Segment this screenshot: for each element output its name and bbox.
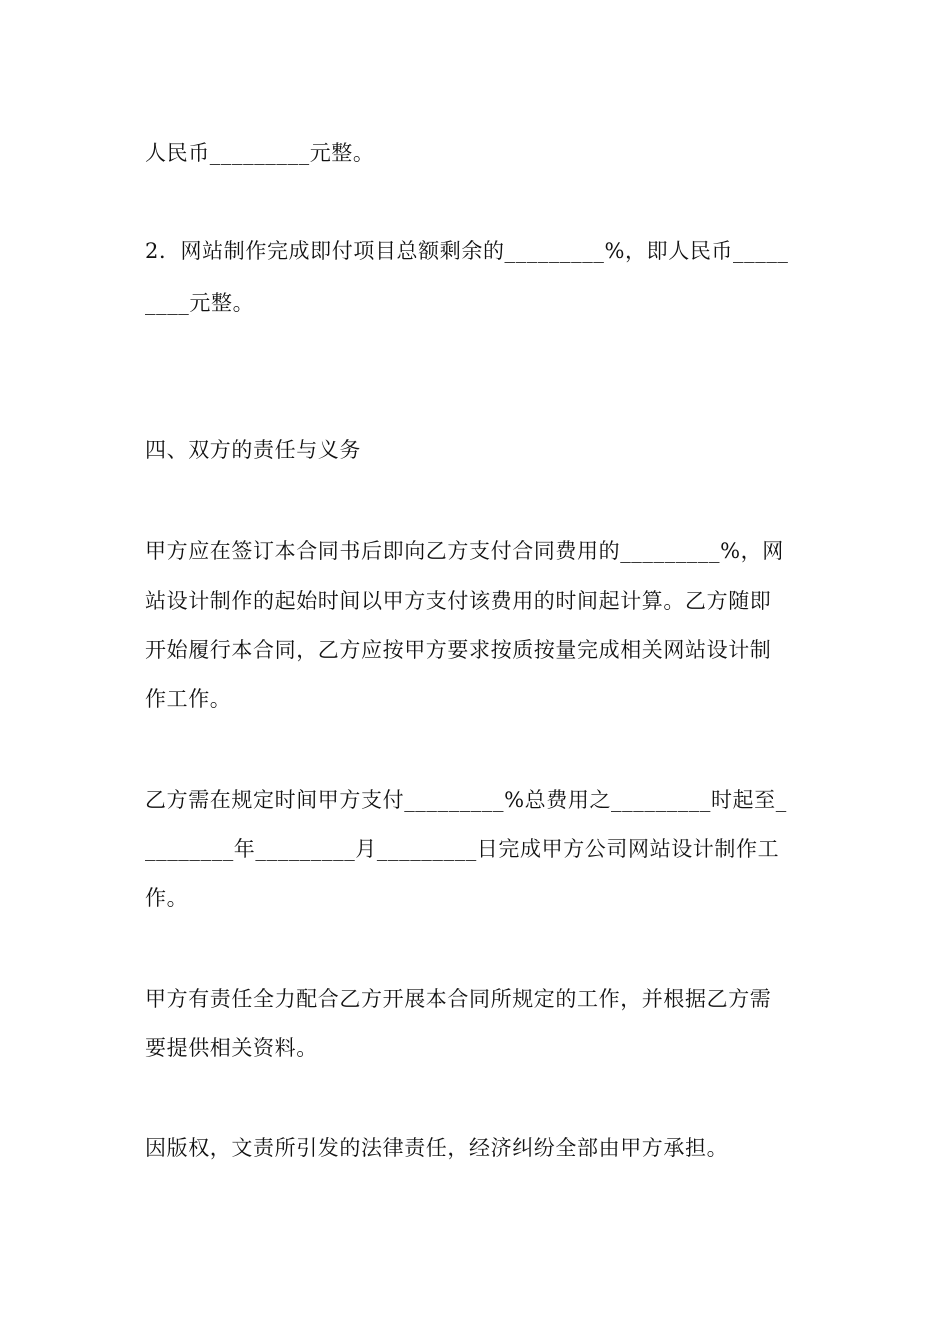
section-heading-responsibilities: 四、双方的责任与义务 bbox=[145, 438, 361, 462]
paragraph-2-line-1: 乙方需在规定时间甲方支付_________%总费用之_________时起至_ bbox=[145, 788, 787, 812]
paragraph-2-line-2: ________年_________月_________日完成甲方公司网站设计制作工 bbox=[145, 837, 780, 861]
paragraph-1-line-2: 站设计制作的起始时间以甲方支付该费用的时间起计算。乙方随即 bbox=[145, 589, 772, 613]
paragraph-1-line-3: 开始履行本合同，乙方应按甲方要求按质按量完成相关网站设计制 bbox=[145, 638, 772, 662]
paragraph-1-line-1: 甲方应在签订本合同书后即向乙方支付合同费用的_________%，网 bbox=[145, 539, 784, 563]
payment-clause-2-cont: ____元整。 bbox=[145, 291, 255, 315]
paragraph-3-line-1: 甲方有责任全力配合乙方开展本合同所规定的工作，并根据乙方需 bbox=[145, 987, 772, 1011]
paragraph-1-line-4: 作工作。 bbox=[145, 687, 232, 711]
payment-line-amount: 人民币_________元整。 bbox=[145, 141, 375, 165]
payment-clause-2: 2．网站制作完成即付项目总额剩余的_________%，即人民币_____ bbox=[145, 239, 789, 263]
paragraph-3-line-2: 要提供相关资料。 bbox=[145, 1036, 318, 1060]
paragraph-4-line-1: 因版权，文责所引发的法律责任，经济纠纷全部由甲方承担。 bbox=[145, 1136, 729, 1160]
paragraph-2-line-3: 作。 bbox=[145, 886, 189, 910]
